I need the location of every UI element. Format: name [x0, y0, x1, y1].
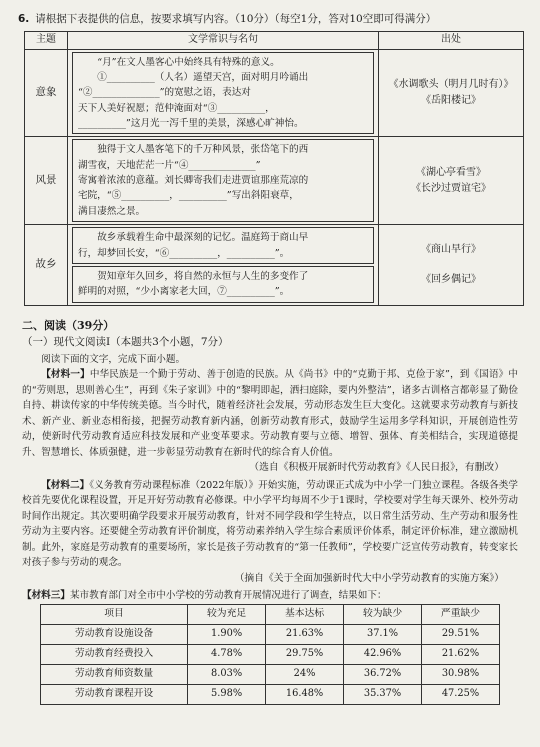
survey-cell: 37.1%: [344, 624, 422, 644]
survey-cell: 16.48%: [266, 684, 344, 704]
survey-table: [40, 604, 500, 705]
material-1: [22, 367, 518, 460]
source-cell: [379, 49, 524, 137]
table-row: [41, 644, 500, 664]
question-6-prompt: [18, 12, 522, 27]
survey-cell: 8.03%: [188, 664, 266, 684]
topic-cell: 风景: [25, 137, 68, 225]
survey-cell: 5.98%: [188, 684, 266, 704]
survey-cell: 劳动教育课程开设: [41, 684, 188, 704]
survey-header: 基本达标: [266, 604, 344, 624]
content-line: 独得于文人墨客笔下的千万种风景，张岱笔下的西: [97, 144, 309, 156]
material-3-intro: [22, 588, 518, 604]
survey-cell: 30.98%: [422, 664, 500, 684]
material-3-tag: 【材料三】: [22, 590, 70, 601]
material-1-citation: （选自《积极开展新时代劳动教育》《人民日报》，有删改）: [249, 462, 504, 474]
header-content: 文学常识与名句: [68, 32, 379, 50]
material-2: [22, 478, 518, 571]
source-cell: [379, 137, 524, 225]
survey-cell: 劳动教育师资数量: [41, 664, 188, 684]
table-row-imagery: [25, 49, 524, 137]
survey-cell: 47.25%: [422, 684, 500, 704]
source-title: 《岳阳楼记》: [421, 95, 481, 107]
survey-cell: 29.75%: [266, 644, 344, 664]
survey-cell: 1.90%: [188, 624, 266, 644]
question-number: 6.: [18, 13, 30, 25]
literature-table: [24, 31, 524, 305]
reading-instruction: 阅读下面的文字，完成下面小题。: [41, 353, 186, 365]
content-line: 满目凄然之景。: [78, 205, 146, 217]
content-line[interactable]: 鲜明的对照，“少小离家老大回，⑦__________”。: [78, 286, 290, 298]
content-line: “月”在文人墨客心中始终具有特殊的意义。: [97, 56, 280, 68]
topic-cell: 意象: [25, 49, 68, 137]
content-line[interactable]: 行，却梦回长安，“⑥__________，__________”。: [78, 247, 290, 259]
source-title: 《湖心亭看雪》: [416, 166, 486, 178]
table-row: [41, 624, 500, 644]
content-line: 寄寓着浓浓的意蕴。刘长卿寄我们走进贾谊那座荒凉的: [78, 175, 309, 187]
table-row: [41, 684, 500, 704]
material-2-text: 《义务教育劳动课程标准（2022年版）》开始实施，劳动课正式成为中小学一门独立课程。各级各类学校首先要优化课程设置，开足开好劳动教育必修课。中小学平均每周不少于1课时，学校要对学生每天课外、校外劳动时间作出规定。其次要明确学段要求开展劳动教育，针对不同学段和学生特点，以日常生活劳动、生产劳动和服务性劳动为主要内容。还要健全劳动教育评价制度，将劳动素养纳入学生综合素质评价体系，制定评价标准，建立激励机制。此外，家庭是劳动教育的重要场所，家长是孩子劳动教育的“第一任教师”，学校要广泛宣传劳动教育，转变家长对孩子参与劳动的观念。: [22, 479, 518, 569]
table-row-scenery: [25, 137, 524, 225]
fill-in-box: [72, 52, 374, 135]
material-3-text: 某市教育部门对全市中小学校的劳动教育开展情况进行了调查，结果如下：: [69, 590, 387, 601]
question-text: 请根据下表提供的信息，按要求填写内容。（10分）（每空1分，答对10空即可得满分）: [35, 13, 437, 25]
content-line[interactable]: 天下人美好祝愿；范仲淹面对“③__________，: [78, 102, 275, 114]
header-source: 出处: [379, 32, 524, 50]
content-line: 贺知章年久回乡，将自然的永恒与人生的多变作了: [97, 270, 309, 282]
content-line[interactable]: ①__________（人名）遥望天宫，面对明月吟诵出: [97, 72, 309, 84]
table-row-hometown: [25, 225, 524, 305]
table-row: [41, 664, 500, 684]
content-line[interactable]: __________”这月光一泻千里的美景，深感心旷神怡。: [78, 118, 304, 130]
section-title: 二、阅读（39分）: [22, 318, 115, 332]
survey-cell: 劳动教育经费投入: [41, 644, 188, 664]
survey-cell: 36.72%: [344, 664, 422, 684]
source-title: 《水调歌头（明月几时有）》: [388, 79, 514, 91]
survey-header: 项目: [41, 604, 188, 624]
content-line: 故乡承载着生命中最深刻的记忆。温庭筠于商山早: [97, 232, 309, 244]
material-1-text: 中华民族是一个勤于劳动、善于创造的民族。从《尚书》中的“克勤于邦、克俭于家”，到《国语》中的“劳则思，思则善心生”，再到《朱子家训》中的“黎明即起，洒扫庭除，要内外整洁”，诸多古训格言都彰显了勤俭自持、耕读传家的中华传统美德。当今时代，随着经济社会发展，劳动形态发生巨大变化。这就要求劳动教育与新技术、新产业、新业态相衔接，把握劳动教育新内涵，创新劳动教育形式，鼓励学生运用多学科知识，开展创造性劳动，使新时代劳动教育适应科技发展和产业变革要求。劳动教育要与立德、增智、强体、育美相结合，实现道德提升、智慧增长、体质强健，进一步彰显劳动教育在新时代的综合育人价值。: [22, 369, 519, 458]
content-line[interactable]: 宅院，“⑤__________，__________”写出斜阳衰草，: [78, 190, 299, 202]
survey-cell: 4.78%: [188, 644, 266, 664]
survey-cell: 21.63%: [266, 624, 344, 644]
header-topic: 主题: [25, 32, 68, 50]
survey-cell: 42.96%: [344, 644, 422, 664]
content-cell: [68, 225, 379, 305]
fill-in-box: [72, 227, 374, 264]
survey-cell: 29.51%: [422, 624, 500, 644]
survey-header: 严重缺少: [422, 604, 500, 624]
content-line[interactable]: “②______________”的宽慰之语，表达对: [78, 87, 251, 99]
material-2-tag: 【材料二】: [41, 479, 90, 491]
source-title: 《商山早行》: [421, 243, 481, 255]
subsection-title: （一）现代文阅读Ⅰ（本题共3个小题，7分）: [22, 336, 229, 349]
content-cell: [68, 137, 379, 225]
survey-cell: 24%: [266, 664, 344, 684]
survey-cell: 劳动教育设施设备: [41, 624, 188, 644]
survey-cell: 21.62%: [422, 644, 500, 664]
table-header-row: [25, 32, 524, 50]
survey-header-row: [41, 604, 500, 624]
survey-header: 较为缺少: [344, 604, 422, 624]
survey-header: 较为充足: [188, 604, 266, 624]
source-title: 《回乡偶记》: [421, 273, 481, 285]
fill-in-box: [72, 266, 374, 303]
source-title: 《长沙过贾谊宅》: [411, 182, 491, 194]
content-line[interactable]: 湖雪夜，天地茫茫一片“④______________”: [78, 159, 261, 171]
source-cell: [379, 225, 524, 305]
material-1-tag: 【材料一】: [41, 369, 90, 381]
material-2-citation: （摘自《关于全面加强新时代大中小学劳动教育的实施方案》）: [234, 572, 504, 584]
survey-cell: 35.37%: [344, 684, 422, 704]
fill-in-box: [72, 139, 374, 222]
content-cell: [68, 49, 379, 137]
topic-cell: 故乡: [25, 225, 68, 305]
